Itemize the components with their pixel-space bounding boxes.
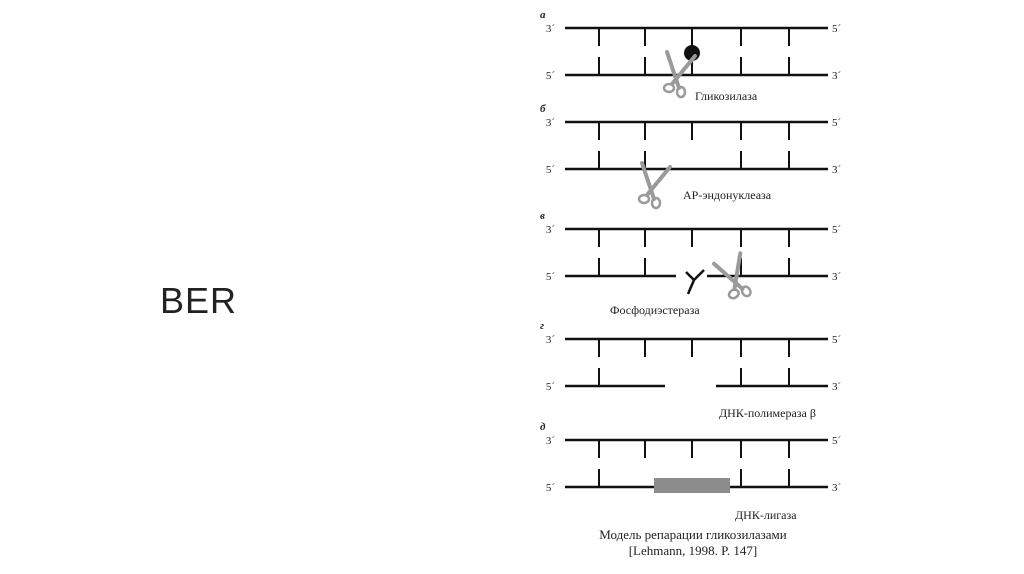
strand-end-label: 5´ bbox=[545, 482, 555, 494]
repair-patch bbox=[654, 478, 730, 493]
strand-end-label: 3´ bbox=[832, 482, 842, 494]
panel-ap-site bbox=[540, 103, 842, 208]
strand-end-label: 5´ bbox=[545, 70, 555, 82]
enzyme-label: Гликозилаза bbox=[695, 89, 758, 103]
strand-end-label: 3´ bbox=[545, 334, 555, 346]
strand-end-label: 3´ bbox=[545, 435, 555, 447]
slide-title: BER bbox=[160, 280, 238, 321]
panel-nick bbox=[540, 210, 842, 317]
enzyme-label: Фосфодиэстераза bbox=[610, 303, 700, 317]
strand-end-label: 3´ bbox=[545, 23, 555, 35]
strand-end-label: 3´ bbox=[832, 164, 842, 176]
excised-sugar-phosphate-icon bbox=[686, 270, 704, 294]
strand-end-label: 5´ bbox=[545, 164, 555, 176]
strand-end-label: 5´ bbox=[832, 435, 842, 447]
panel-gap bbox=[540, 320, 842, 420]
enzyme-label: ДНК-лигаза bbox=[735, 508, 797, 522]
panel-damaged-base bbox=[540, 9, 842, 103]
strand-end-label: 5´ bbox=[545, 381, 555, 393]
panel-letter: г bbox=[540, 320, 545, 332]
strand-end-label: 5´ bbox=[545, 271, 555, 283]
strand-end-label: 3´ bbox=[545, 224, 555, 236]
strand-end-label: 5´ bbox=[832, 23, 842, 35]
strand-end-label: 3´ bbox=[832, 381, 842, 393]
strand-end-label: 3´ bbox=[832, 70, 842, 82]
strand-end-label: 5´ bbox=[832, 334, 842, 346]
strand-end-label: 5´ bbox=[832, 224, 842, 236]
panel-patch bbox=[540, 421, 842, 522]
figure-caption: Модель репарации гликозилазами bbox=[599, 527, 787, 542]
panel-letter: а bbox=[540, 9, 546, 21]
panel-letter: д bbox=[540, 421, 546, 433]
strand-end-label: 3´ bbox=[832, 271, 842, 283]
enzyme-label: AP-эндонуклеаза bbox=[683, 188, 772, 202]
enzyme-label: ДНК-полимераза β bbox=[719, 406, 816, 420]
panel-letter: б bbox=[540, 103, 546, 115]
strand-end-label: 3´ bbox=[545, 117, 555, 129]
panel-letter: в bbox=[540, 210, 545, 222]
strand-end-label: 5´ bbox=[832, 117, 842, 129]
figure-citation: [Lehmann, 1998. P. 147] bbox=[628, 543, 758, 558]
